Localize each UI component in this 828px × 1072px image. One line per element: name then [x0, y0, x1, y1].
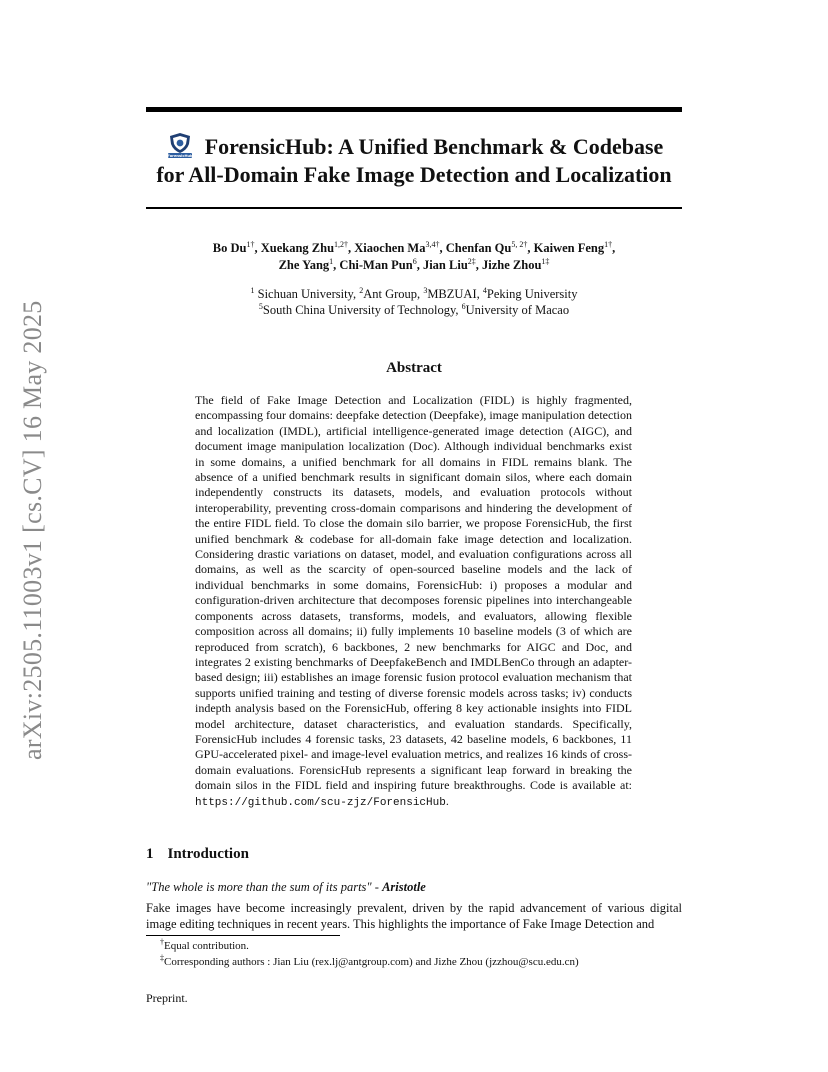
affiliations: $^1$ Sichuan University, $^2$Ant Group, $^3$MBZUAI, $^4$Peking University $^5$South China University of Technology, $^6$University of Macao	[250, 285, 578, 317]
abstract-text: The field of Fake Image Detection and Localization (FIDL) is highly fragmented, encompassing four domains: deepfake detection (Deepfake), image manipulation detection and localization (IMDL), artificial intelligence-generated image detection (AIGC), and document image manipulation localization (Doc). Although individual benchmarks exist in some domains, a unified benchmark for all domains in FIDL remains blank. The absence of a unified benchmark results in significant domain silos, where each domain independently constructs its datasets, models, and evaluation protocols without interoperability, preventing cross-domain comparisons and hindering the development of the entire FIDL field. To close the domain silo barrier, we propose ForensicHub, the first unified benchmark & codebase for all-domain fake image detection and localization. Considering drastic variations on dataset, model, and evaluation configurations across all domains, as well as the scarcity of open-sourced baseline models and the lack of individual benchmarks in some domains, ForensicHub: i) proposes a modular and configuration-driven architecture that decomposes forensic pipelines into interchangeable components across datasets, transforms, models, and evaluators, allowing flexible composition across all domains; ii) fully implements 10 baseline models (3 of which are reproduced from scratch), 6 backbones, 2 new benchmarks for AIGC and Doc, and integrates 2 existing benchmarks of DeepfakeBench and IMDLBenCo through an adapter-based design; iii) establishes an image forensic fusion protocol evaluation mechanism that supports unified training and testing of diverse forensic models across tasks; iv) conducts indepth analysis based on the ForensicHub, offering 8 key actionable insights into FIDL model architecture, dataset characteristics, and evaluation standards. Specifically, ForensicHub includes 4 forensic tasks, 23 datasets, 42 baseline models, 6 backbones, 11 GPU-accelerated pixel- and image-level evaluation metrics, and realizes 16 kinds of cross-domain evaluations. ForensicHub represents a significant leap forward in breaking the domain silos in the FIDL field and inspiring future breakthroughs. Code is available at:	[195, 393, 632, 793]
footnote-rule	[146, 935, 340, 936]
paper-title	[146, 132, 682, 189]
preprint-label: Preprint.	[146, 991, 188, 1005]
title-line-2: for All-Domain Fake Image Detection and Localization	[156, 162, 672, 187]
svg-text:ForensicHub: ForensicHub	[167, 154, 193, 158]
forensichub-logo-icon	[165, 132, 195, 158]
footnote1-text: Equal contribution.	[164, 940, 249, 952]
arxiv-sidebar-id: arXiv:2505.11003v1 [cs.CV] 16 May 2025	[18, 300, 47, 760]
abstract-heading: Abstract	[386, 360, 442, 376]
title-bottom-rule	[146, 207, 682, 209]
footnote2-mark: ‡	[160, 953, 164, 963]
section-title: Introduction	[167, 846, 249, 862]
abstract-body: The field of Fake Image Detection and Localization (FIDL) is highly fragmented, encompassing four domains: deepfake detection (Deepfake), image manipulation detection and localization (IMDL), artificial intelligence-generated image detection (AIGC), and document image manipulation localization (Doc). Although individual benchmarks exist in some domains, a unified benchmark for all domains in FIDL remains blank. The absence of a unified benchmark results in significant domain silos, where each domain independently constructs its datasets, models, and evaluation protocols without interoperability, preventing cross-domain comparisons and hindering the development of the entire FIDL field. To close the domain silo barrier, we propose ForensicHub, the first unified benchmark & codebase for all-domain fake image detection and localization. Considering drastic variations on dataset, model, and evaluation configurations across all domains, as well as the scarcity of open-sourced baseline models and the lack of individual benchmarks in some domains, ForensicHub: i) proposes a modular and configuration-driven architecture that decomposes forensic pipelines into interchangeable components across datasets, transforms, models, and evaluators, allowing flexible composition across all domains; ii) fully implements 10 baseline models (3 of which are reproduced from scratch), 6 backbones, 2 new benchmarks for AIGC and Doc, and integrates 2 existing benchmarks of DeepfakeBench and IMDLBenCo through an adapter-based design; iii) establishes an image forensic fusion protocol evaluation mechanism that supports unified training and testing of diverse forensic models across tasks; iv) conducts indepth analysis based on the ForensicHub, offering 8 key actionable insights into FIDL model architecture, dataset characteristics, and evaluation standards. Specifically, ForensicHub includes 4 forensic tasks, 23 datasets, 42 baseline models, 6 backbones, 11 GPU-accelerated pixel- and image-level evaluation metrics, and realizes 16 kinds of cross-domain evaluations. ForensicHub represents a significant leap forward in breaking the domain silos in the FIDL field and inspiring future breakthroughs. Code is available at: https://github.com/scu-zjz/ForensicHub.	[195, 393, 632, 809]
code-link[interactable]: https://github.com/scu-zjz/ForensicHub	[195, 796, 446, 809]
footnote2-text: Corresponding authors : Jian Liu (rex.lj@antgroup.com) and Jizhe Zhou (jzzhou@scu.edu.cn)	[164, 956, 579, 968]
section-number: 1	[146, 846, 154, 862]
footnote-equal-contribution	[160, 937, 249, 952]
title-line-1: ForensicHub: A Unified Benchmark & Codebase	[204, 134, 664, 159]
author-list: Bo $Du^{1\dagger}$, Xuekang Zhu$^{1,2\dagger}$, Xiaochen $Ma^{3,4\dagger}$, Chenfan $Qu^{5, 2\dagger}$, Kaiwen Feng$^{1\dagger}$, Zhe Yang$^1$, Chi-Man Pun$^6$, Jian Liu$^{2\ddagger}$, Jizhe Zhou$^{1\ddagger}$	[212, 239, 616, 272]
footnote-corresponding	[160, 953, 579, 968]
quote-author: Aristotle	[382, 880, 426, 894]
quote-text: "The whole is more than the sum of its parts" -	[146, 880, 383, 894]
intro-paragraph: Fake images have become increasingly prevalent, driven by the rapid advancement of various digital image editing techniques in recent years. This highlights the importance of Fake Image Detection and	[146, 901, 682, 931]
section-heading-introduction	[146, 846, 249, 863]
epigraph	[146, 880, 426, 895]
footnote1-mark: †	[160, 937, 164, 947]
title-top-rule	[146, 107, 682, 112]
